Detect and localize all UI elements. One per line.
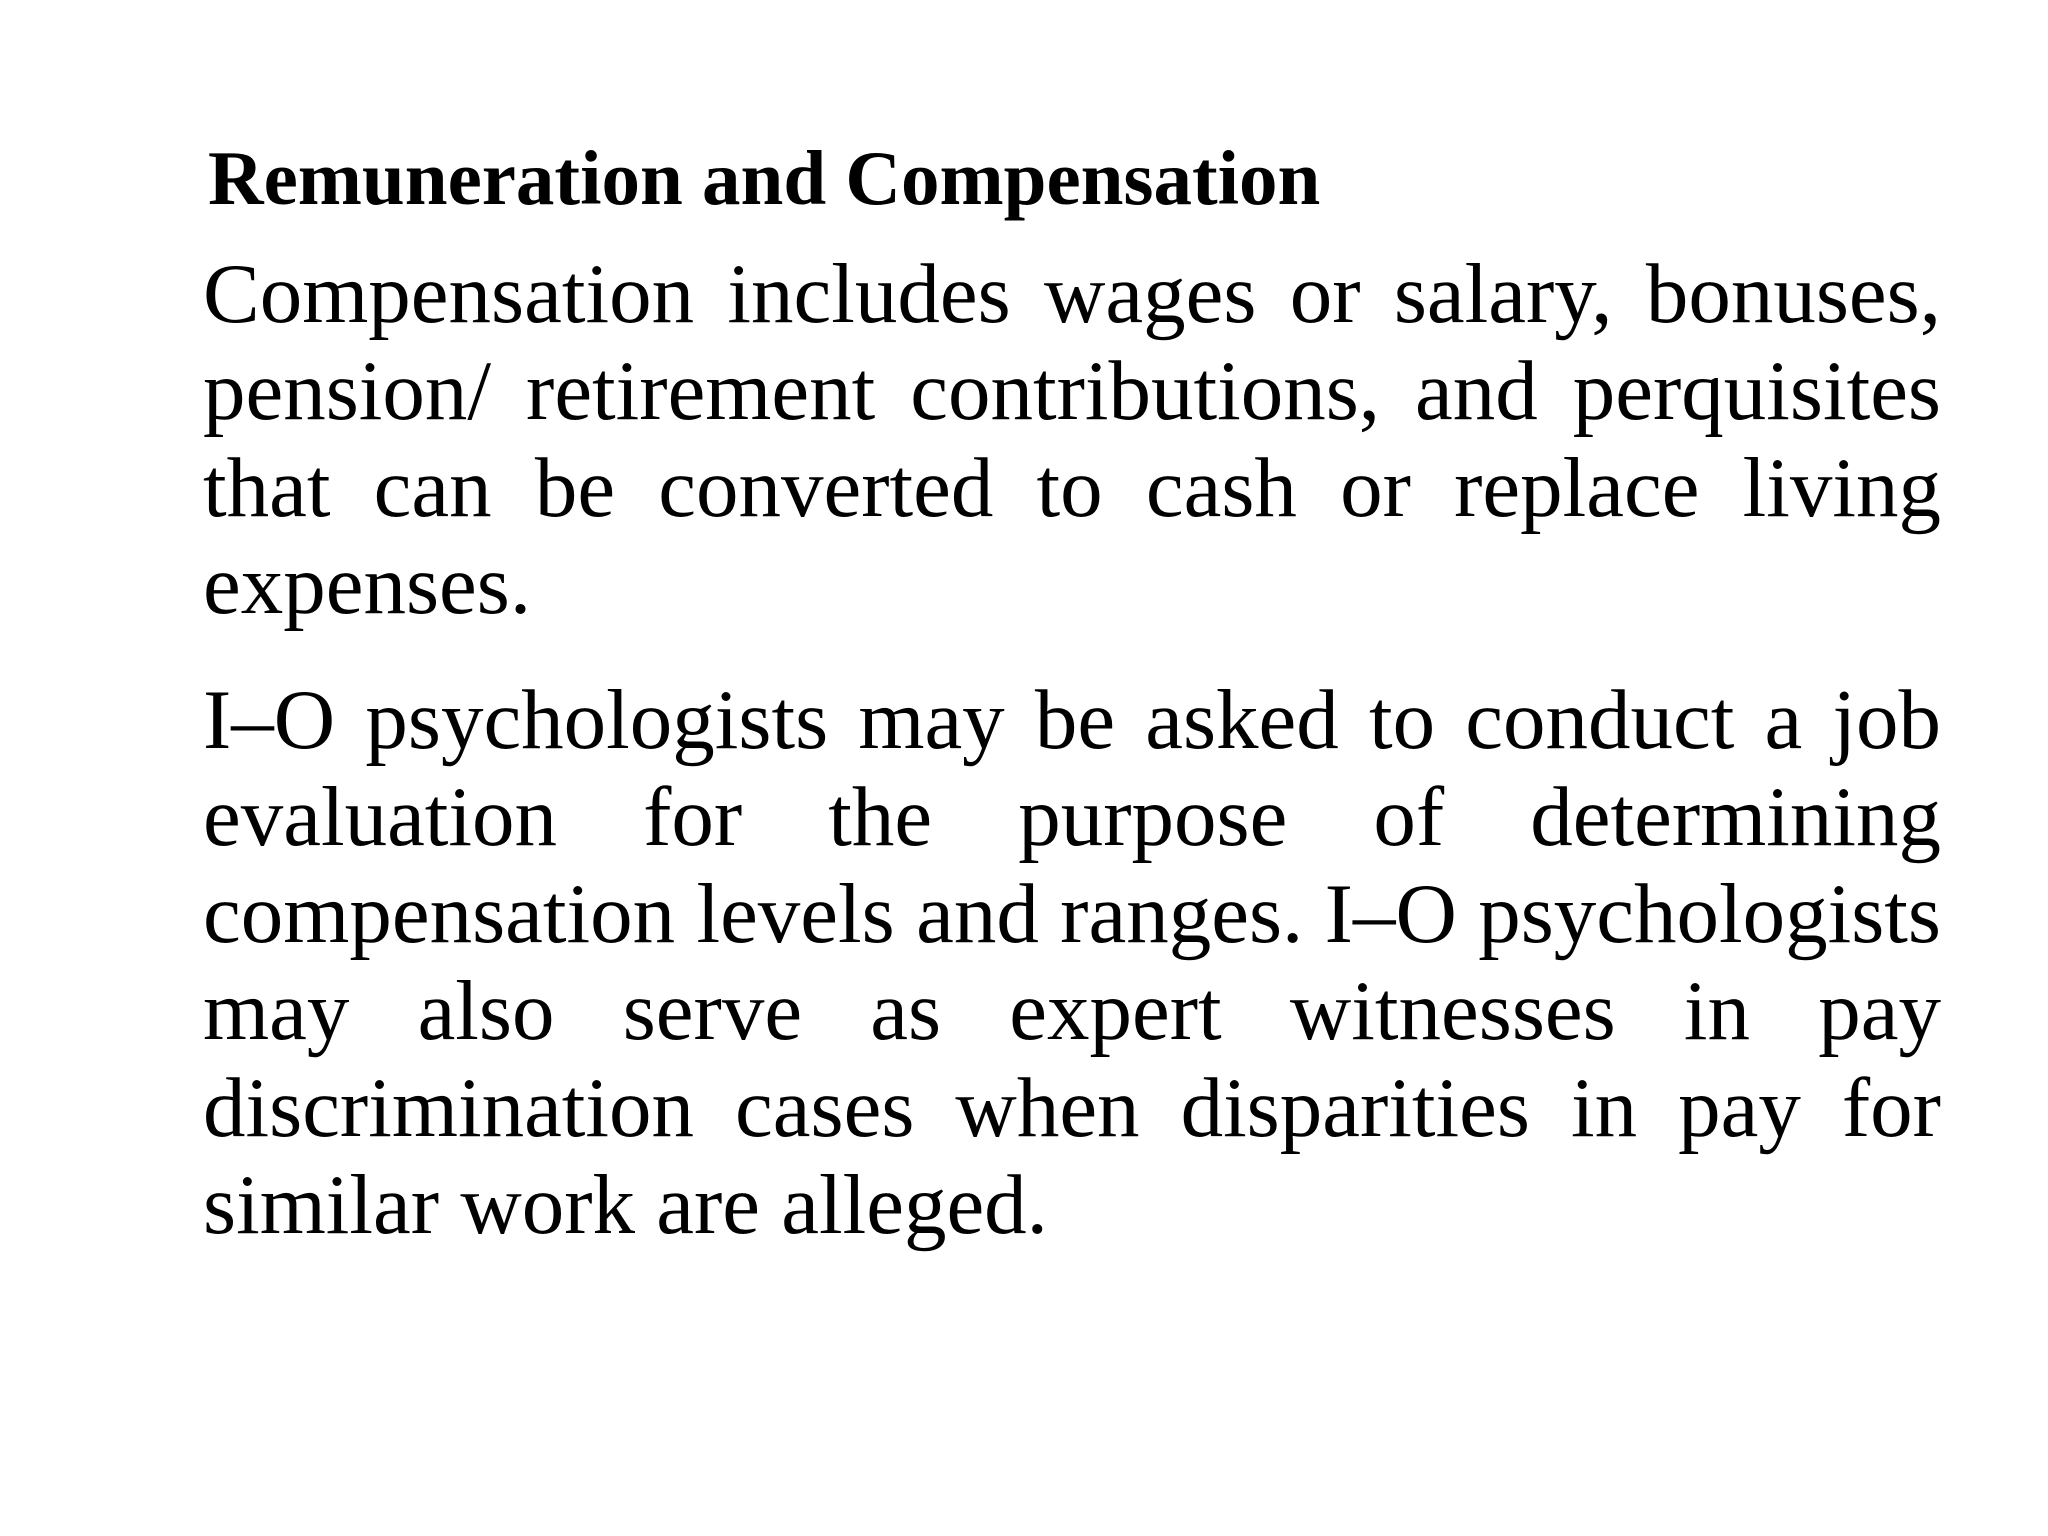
paragraph-compensation-definition: Compensation includes wages or salary, bonuses, pension/ retirement contributions, and perquisites that can be converted to cash or replace living expenses. [203, 247, 1941, 632]
paragraph-io-psychologists-role: I–O psychologists may be asked to conduct a job evaluation for the purpose of determining compensation levels and ranges. I–O psychologists may also serve as expert witnesses in pay discrimination cases when disparities in pay for similar work are alleged. [203, 673, 1941, 1252]
slide-title: Remuneration and Compensation [208, 135, 1321, 221]
